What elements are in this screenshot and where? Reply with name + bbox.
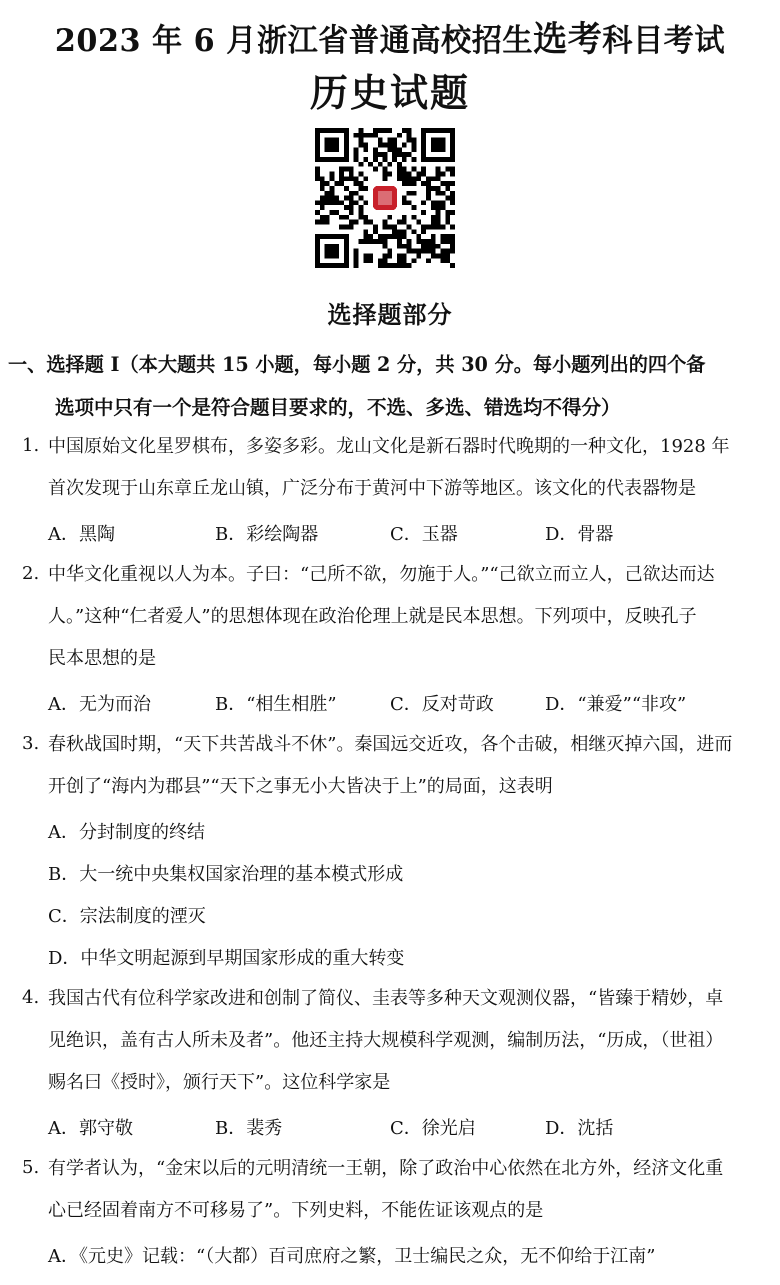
question-1-line-1: 中国原始文化星罗棋布，多姿多彩。龙山文化是新石器时代晚期的一种文化，1928 年 — [48, 436, 730, 457]
title-text: 2023 年 6 月浙江省普通高校招生 — [54, 23, 534, 59]
qr-finder-tr — [421, 128, 455, 162]
question-2-line-2: 人。”这种“仁者爱人”的思想体现在政治伦理上就是民本思想。下列项中，反映孔子 — [48, 606, 697, 627]
question-3-line-1: 春秋战国时期，“天下共苦战斗不休”。秦国远交近攻，各个击破，相继灭掉六国，进而 — [48, 734, 733, 755]
question-1-option-b[interactable]: B．彩绘陶器 — [215, 524, 319, 545]
question-number: 5. — [22, 1157, 40, 1178]
title-emphasis: 选考 — [533, 19, 603, 60]
question-number: 4. — [22, 987, 40, 1008]
question-1-option-c[interactable]: C．玉器 — [390, 524, 458, 545]
question-2-option-c[interactable]: C．反对苛政 — [390, 694, 494, 715]
exam-title — [10, 12, 770, 62]
question-3-option-c[interactable]: C．宗法制度的湮灭 — [48, 906, 206, 927]
question-number: 1. — [22, 435, 40, 456]
qr-stamp-logo — [368, 181, 402, 215]
exam-subtitle: 历史试题 — [309, 70, 470, 115]
question-4-option-d[interactable]: D．沈括 — [545, 1118, 614, 1139]
question-3-option-a[interactable]: A．分封制度的终结 — [48, 822, 205, 843]
title-text-end: 科目考试 — [602, 23, 726, 59]
question-2-option-d[interactable]: D．“兼爱”“非攻” — [545, 694, 687, 715]
question-2-line-3: 民本思想的是 — [48, 648, 156, 669]
section-title: 选择题部分 — [327, 300, 453, 329]
question-5-line-1: 有学者认为，“金宋以后的元明清统一王朝，除了政治中心依然在北方外，经济文化重 — [48, 1158, 724, 1179]
question-5-option-a[interactable]: A．《元史》记载：“（大都）百司庶府之繁，卫士编民之众，无不仰给于江南” — [48, 1246, 656, 1267]
question-number: 2. — [22, 563, 40, 584]
question-2-option-a[interactable]: A．无为而治 — [48, 694, 151, 715]
question-3-option-b[interactable]: B．大一统中央集权国家治理的基本模式形成 — [48, 864, 404, 885]
part-heading-line1: 一、选择题 I（本大题共 15 小题，每小题 2 分，共 30 分。每小题列出的四个备 — [8, 353, 706, 376]
question-4-option-a[interactable]: A．郭守敬 — [48, 1118, 133, 1139]
question-1-option-a[interactable]: A．黑陶 — [48, 524, 115, 545]
question-1-option-d[interactable]: D．骨器 — [545, 524, 614, 545]
question-3-line-2: 开创了“海内为郡县”“天下之事无小大皆决于上”的局面，这表明 — [48, 776, 553, 797]
question-4-line-1: 我国古代有位科学家改进和创制了简仪、圭表等多种天文观测仪器，“皆臻于精妙，卓 — [48, 988, 724, 1009]
question-number: 3. — [22, 733, 40, 754]
question-5-line-2: 心已经固着南方不可移易了”。下列史料，不能佐证该观点的是 — [48, 1200, 544, 1221]
question-2-option-b[interactable]: B．“相生相胜” — [215, 694, 337, 715]
question-4-line-2: 见绝识，盖有古人所未及者”。他还主持大规模科学观测，编制历法，“历成，（世祖） — [48, 1030, 724, 1051]
question-4-line-3: 赐名曰《授时》，颁行天下”。这位科学家是 — [48, 1072, 391, 1093]
question-4-option-b[interactable]: B．裴秀 — [215, 1118, 283, 1139]
question-1-line-2: 首次发现于山东章丘龙山镇，广泛分布于黄河中下游等地区。该文化的代表器物是 — [48, 478, 696, 499]
part-heading-line2: 选项中只有一个是符合题目要求的，不选、多选、错选均不得分） — [55, 396, 621, 419]
qr-finder-tl — [315, 128, 349, 162]
qr-code[interactable] — [315, 128, 455, 268]
qr-finder-bl — [315, 234, 349, 268]
question-3-option-d[interactable]: D．中华文明起源到早期国家形成的重大转变 — [48, 948, 405, 969]
question-4-option-c[interactable]: C．徐光启 — [390, 1118, 476, 1139]
question-2-line-1: 中华文化重视以人为本。子曰：“己所不欲，勿施于人。”“己欲立而立人，己欲达而达 — [48, 564, 715, 585]
